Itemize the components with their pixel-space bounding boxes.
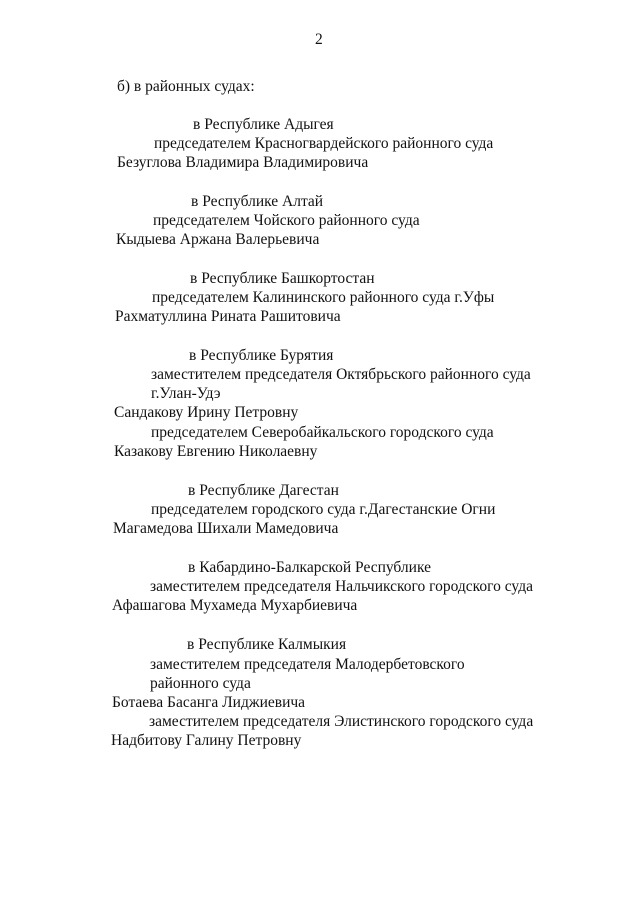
position-line: председателем Красногвардейского районного суда	[154, 135, 494, 152]
position-line: председателем Калининского районного суда г.Уфы	[152, 289, 495, 306]
region-heading-buryatia: в Республике Бурятия	[189, 347, 334, 364]
region-heading-dagestan: в Республике Дагестан	[188, 482, 339, 499]
region-heading-adygea: в Республике Адыгея	[193, 116, 334, 133]
position-line: заместителем председателя Малодербетовского	[150, 656, 465, 673]
position-line: заместителем председателя Элистинского городского суда	[149, 713, 534, 730]
region-heading-kabardino-balkaria: в Кабардино-Балкарской Республике	[188, 559, 431, 576]
person-name: Кыдыева Аржана Валерьевича	[116, 231, 320, 248]
page-number: 2	[315, 31, 323, 48]
position-line: заместителем председателя Октябрьского районного суда	[151, 366, 531, 383]
region-heading-bashkortostan: в Республике Башкортостан	[190, 270, 375, 287]
position-line: председателем Северобайкальского городского суда	[151, 424, 494, 441]
position-line: председателем Чойского районного суда	[153, 212, 420, 229]
person-name: Рахматуллина Рината Рашитовича	[115, 308, 341, 325]
person-name: Сандакову Ирину Петровну	[114, 404, 299, 421]
position-line-continued: г.Улан-Удэ	[151, 385, 221, 402]
person-name: Ботаева Басанга Лиджиевича	[112, 694, 306, 711]
person-name: Безуглова Владимира Владимировича	[117, 154, 369, 171]
position-line: заместителем председателя Нальчикского городского суда	[150, 578, 533, 595]
region-heading-altai: в Республике Алтай	[191, 193, 324, 210]
position-line-continued: районного суда	[150, 675, 251, 692]
person-name: Магамедова Шихали Мамедовича	[113, 520, 339, 537]
person-name: Казакову Евгению Николаевну	[114, 443, 318, 460]
section-heading: б) в районных судах:	[117, 78, 255, 95]
person-name: Надбитову Галину Петровну	[111, 732, 302, 749]
region-heading-kalmykia: в Республике Калмыкия	[187, 636, 347, 653]
position-line: председателем городского суда г.Дагестанские Огни	[151, 501, 496, 518]
person-name: Афашагова Мухамеда Мухарбиевича	[112, 597, 358, 614]
